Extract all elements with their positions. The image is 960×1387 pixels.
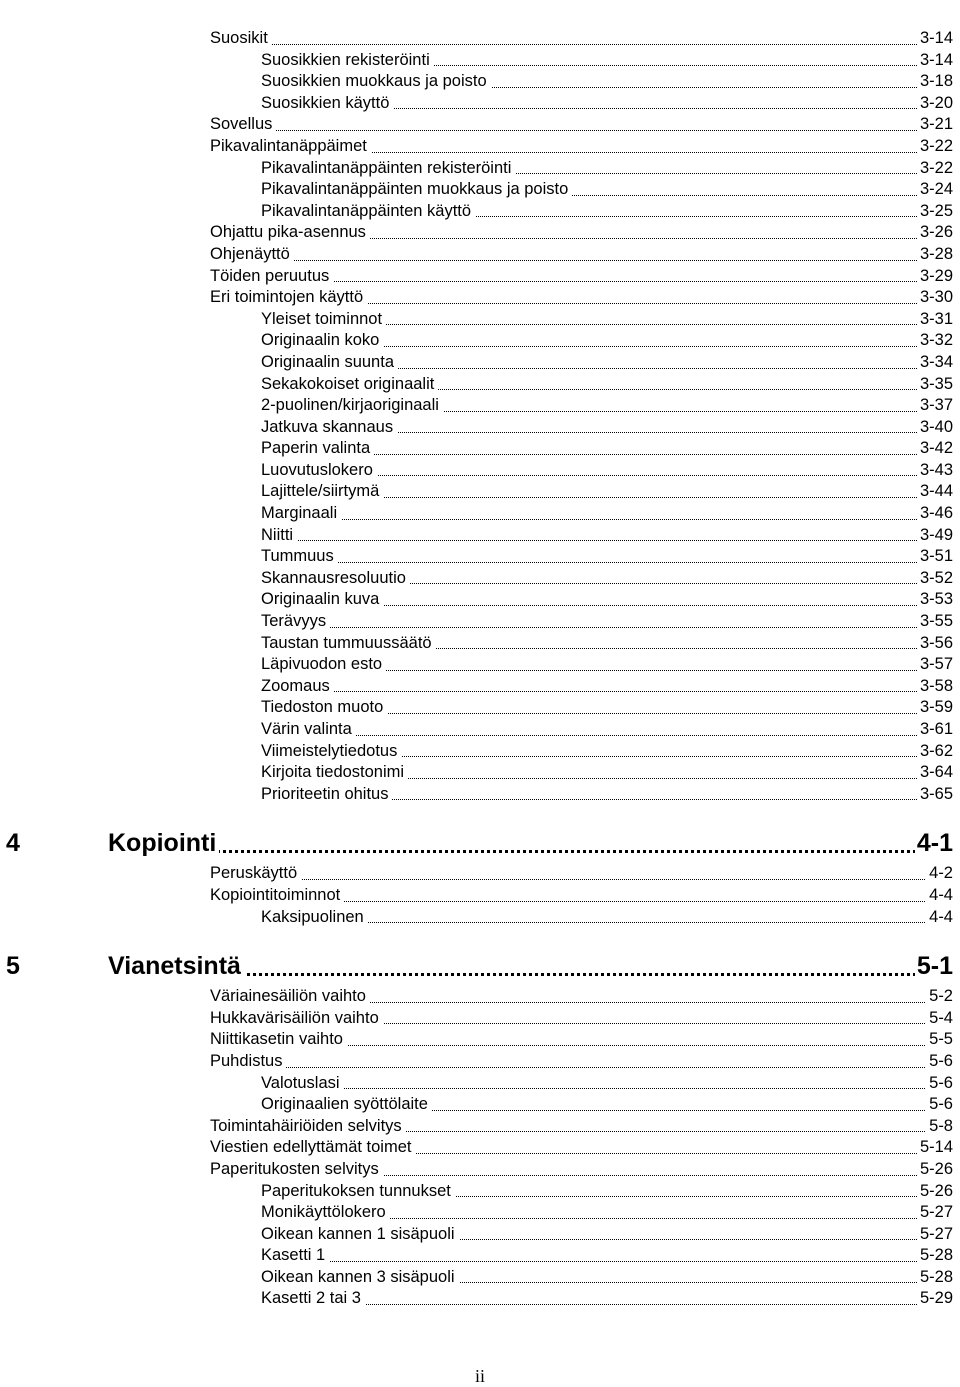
dot-leader [210,1067,953,1068]
toc-subentry[interactable] [261,309,953,331]
entry-title: Marginaali [261,504,341,522]
entry-page: 3-40 [917,417,953,439]
dot-leader [108,850,953,853]
entry-title: Läpivuodon esto [261,655,386,673]
entry-page: 3-26 [917,222,953,244]
entry-title: Niitti [261,526,297,544]
toc-subentry[interactable] [261,1288,953,1310]
entry-page: 3-61 [917,719,953,741]
entry-page: 3-29 [917,266,953,288]
entry-title: Pikavalintanäppäinten rekisteröinti [261,159,515,177]
entry-title: Monikäyttölokero [261,1203,390,1221]
entry-title: Sekakokoiset originaalit [261,375,438,393]
dot-leader [261,735,953,736]
toc-entry[interactable] [210,885,953,907]
entry-title: Kopiointitoiminnot [210,886,344,904]
toc-subentry[interactable] [261,352,953,374]
entry-page: 3-57 [917,654,953,676]
toc-subentry[interactable] [261,741,953,763]
toc-subentry[interactable] [261,1073,953,1095]
chapter-page: 5-1 [915,948,953,984]
toc-subentry[interactable] [261,330,953,352]
chapter-page: 4-1 [915,825,953,861]
toc-entry[interactable] [210,244,953,266]
entry-title: 2-puolinen/kirjaoriginaali [261,396,443,414]
toc-entry[interactable] [210,266,953,288]
entry-page: 4-4 [926,907,953,929]
entry-page: 3-44 [917,481,953,503]
toc-subentry[interactable] [261,719,953,741]
entry-title: Sovellus [210,115,276,133]
toc-entry[interactable] [210,1029,953,1051]
entry-page: 3-46 [917,503,953,525]
entry-page: 3-20 [917,93,953,115]
toc-entry[interactable] [210,1116,953,1138]
dot-leader [261,1088,953,1089]
entry-page: 3-65 [917,784,953,806]
dot-leader [261,691,953,692]
toc-subentry[interactable] [261,546,953,568]
toc-subentry[interactable] [261,503,953,525]
toc-subentry[interactable] [261,1094,953,1116]
toc-subentry[interactable] [261,762,953,784]
toc-subentry[interactable] [261,395,953,417]
entry-title: Tiedoston muoto [261,698,387,716]
entry-title: Valotuslasi [261,1074,344,1092]
entry-title: Prioriteetin ohitus [261,785,392,803]
toc-subentry[interactable] [261,93,953,115]
chapter-number: 5 [6,952,20,981]
table-of-contents [0,28,960,1310]
entry-page: 3-51 [917,546,953,568]
entry-page: 3-49 [917,525,953,547]
toc-subentry[interactable] [261,907,953,929]
entry-title: Viestien edellyttämät toimet [210,1138,415,1156]
toc-subentry[interactable] [261,654,953,676]
entry-page: 5-6 [926,1094,953,1116]
entry-page: 5-27 [917,1224,953,1246]
entry-title: Kasetti 1 [261,1246,329,1264]
toc-subentry[interactable] [261,1202,953,1224]
toc-entry[interactable] [210,136,953,158]
entry-title: Eri toimintojen käyttö [210,288,367,306]
toc-subentry[interactable] [261,374,953,396]
entry-title: Niittikasetin vaihto [210,1030,347,1048]
entry-title: Terävyys [261,612,330,630]
toc-entry[interactable] [210,1008,953,1030]
entry-page: 5-6 [926,1051,953,1073]
toc-subentry[interactable] [261,1224,953,1246]
toc-subentry[interactable] [261,50,953,72]
entry-page: 3-14 [917,28,953,50]
toc-chapter-heading[interactable] [0,948,960,984]
entry-page: 5-28 [917,1267,953,1289]
toc-entry[interactable] [210,986,953,1008]
entry-title: Jatkuva skannaus [261,418,397,436]
entry-title: Ohjattu pika-asennus [210,223,370,241]
entry-page: 3-25 [917,201,953,223]
entry-page: 3-55 [917,611,953,633]
toc-subentry[interactable] [261,589,953,611]
entry-page: 5-26 [917,1159,953,1181]
entry-title: Toimintahäiriöiden selvitys [210,1117,406,1135]
dot-leader [210,879,953,880]
entry-title: Oikean kannen 3 sisäpuoli [261,1268,459,1286]
entry-page: 3-59 [917,697,953,719]
entry-page: 3-18 [917,71,953,93]
entry-page: 3-62 [917,741,953,763]
entry-page: 5-2 [926,986,953,1008]
entry-title: Oikean kannen 1 sisäpuoli [261,1225,459,1243]
entry-page: 3-53 [917,589,953,611]
entry-page: 3-14 [917,50,953,72]
entry-title: Originaalin suunta [261,353,398,371]
dot-leader [210,130,953,131]
entry-page: 3-22 [917,136,953,158]
dot-leader [210,44,953,45]
entry-page: 5-4 [926,1008,953,1030]
entry-page: 5-14 [917,1137,953,1159]
toc-subentry[interactable] [261,71,953,93]
toc-subentry[interactable] [261,1245,953,1267]
toc-subentry[interactable] [261,481,953,503]
entry-page: 3-56 [917,633,953,655]
dot-leader [261,540,953,541]
entry-title: Hukkavärisäiliön vaihto [210,1009,383,1027]
entry-title: Kirjoita tiedostonimi [261,763,408,781]
toc-chapter-heading[interactable] [0,825,960,861]
entry-title: Luovutuslokero [261,461,377,479]
toc-subentry[interactable] [261,201,953,223]
toc-entry[interactable] [210,222,953,244]
entry-title: Pikavalintanäppäimet [210,137,371,155]
entry-page: 3-31 [917,309,953,331]
entry-title: Viimeistelytiedotus [261,742,401,760]
entry-title: Värin valinta [261,720,356,738]
entry-page: 4-4 [926,885,953,907]
toc-entry[interactable] [210,287,953,309]
dot-leader [261,562,953,563]
entry-page: 5-8 [926,1116,953,1138]
entry-title: Väriainesäiliön vaihto [210,987,370,1005]
entry-title: Zoomaus [261,677,334,695]
toc-entry[interactable] [210,1137,953,1159]
entry-page: 3-58 [917,676,953,698]
entry-title: Pikavalintanäppäinten muokkaus ja poisto [261,180,572,198]
entry-title: Originaalin kuva [261,590,383,608]
entry-title: Töiden peruutus [210,267,333,285]
entry-title: Suosikkien käyttö [261,94,393,112]
entry-title: Suosikit [210,29,272,47]
entry-title: Pikavalintanäppäinten käyttö [261,202,475,220]
entry-page: 3-32 [917,330,953,352]
entry-title: Paperitukoksen tunnukset [261,1182,455,1200]
dot-leader [210,260,953,261]
dot-leader [261,1261,953,1262]
toc-entry[interactable] [210,1051,953,1073]
entry-page: 3-42 [917,438,953,460]
entry-page: 3-22 [917,158,953,180]
toc-subentry[interactable] [261,611,953,633]
entry-title: Skannausresoluutio [261,569,410,587]
toc-entry[interactable] [210,863,953,885]
entry-title: Peruskäyttö [210,864,301,882]
toc-entry[interactable] [210,1159,953,1181]
entry-page: 3-43 [917,460,953,482]
entry-page: 5-28 [917,1245,953,1267]
toc-subentry[interactable] [261,676,953,698]
dot-leader [261,627,953,628]
entry-page: 5-29 [917,1288,953,1310]
entry-page: 3-35 [917,374,953,396]
entry-page: 5-5 [926,1029,953,1051]
toc-subentry[interactable] [261,158,953,180]
toc-subentry[interactable] [261,697,953,719]
entry-title: Suosikkien muokkaus ja poisto [261,72,491,90]
toc-subentry[interactable] [261,438,953,460]
entry-title: Tummuus [261,547,338,565]
toc-subentry[interactable] [261,1181,953,1203]
entry-page: 3-64 [917,762,953,784]
entry-title: Originaalien syöttölaite [261,1095,432,1113]
entry-title: Puhdistus [210,1052,286,1070]
page-number: ii [474,1366,485,1386]
entry-title: Suosikkien rekisteröinti [261,51,434,69]
entry-page: 5-27 [917,1202,953,1224]
entry-page: 3-24 [917,179,953,201]
entry-page: 3-52 [917,568,953,590]
toc-subentry[interactable] [261,417,953,439]
entry-page: 3-21 [917,114,953,136]
entry-title: Paperitukosten selvitys [210,1160,383,1178]
entry-page: 3-34 [917,352,953,374]
entry-page: 4-2 [926,863,953,885]
toc-entry[interactable] [210,28,953,50]
chapter-title: Kopiointi [108,829,219,857]
chapter-title: Vianetsintä [108,952,244,980]
entry-page: 3-37 [917,395,953,417]
entry-title: Taustan tummuussäätö [261,634,436,652]
entry-page: 3-28 [917,244,953,266]
toc-subentry[interactable] [261,460,953,482]
entry-page: 3-30 [917,287,953,309]
toc-entry[interactable] [210,114,953,136]
entry-title: Kaksipuolinen [261,908,368,926]
entry-title: Lajittele/siirtymä [261,482,383,500]
toc-subentry[interactable] [261,1267,953,1289]
toc-subentry[interactable] [261,633,953,655]
entry-title: Originaalin koko [261,331,383,349]
toc-subentry[interactable] [261,525,953,547]
toc-subentry[interactable] [261,784,953,806]
entry-page: 5-26 [917,1181,953,1203]
toc-subentry[interactable] [261,179,953,201]
entry-title: Yleiset toiminnot [261,310,386,328]
dot-leader [261,519,953,520]
entry-title: Paperin valinta [261,439,374,457]
entry-title: Kasetti 2 tai 3 [261,1289,365,1307]
entry-page: 5-6 [926,1073,953,1095]
toc-subentry[interactable] [261,568,953,590]
chapter-number: 4 [6,829,20,858]
entry-title: Ohjenäyttö [210,245,294,263]
